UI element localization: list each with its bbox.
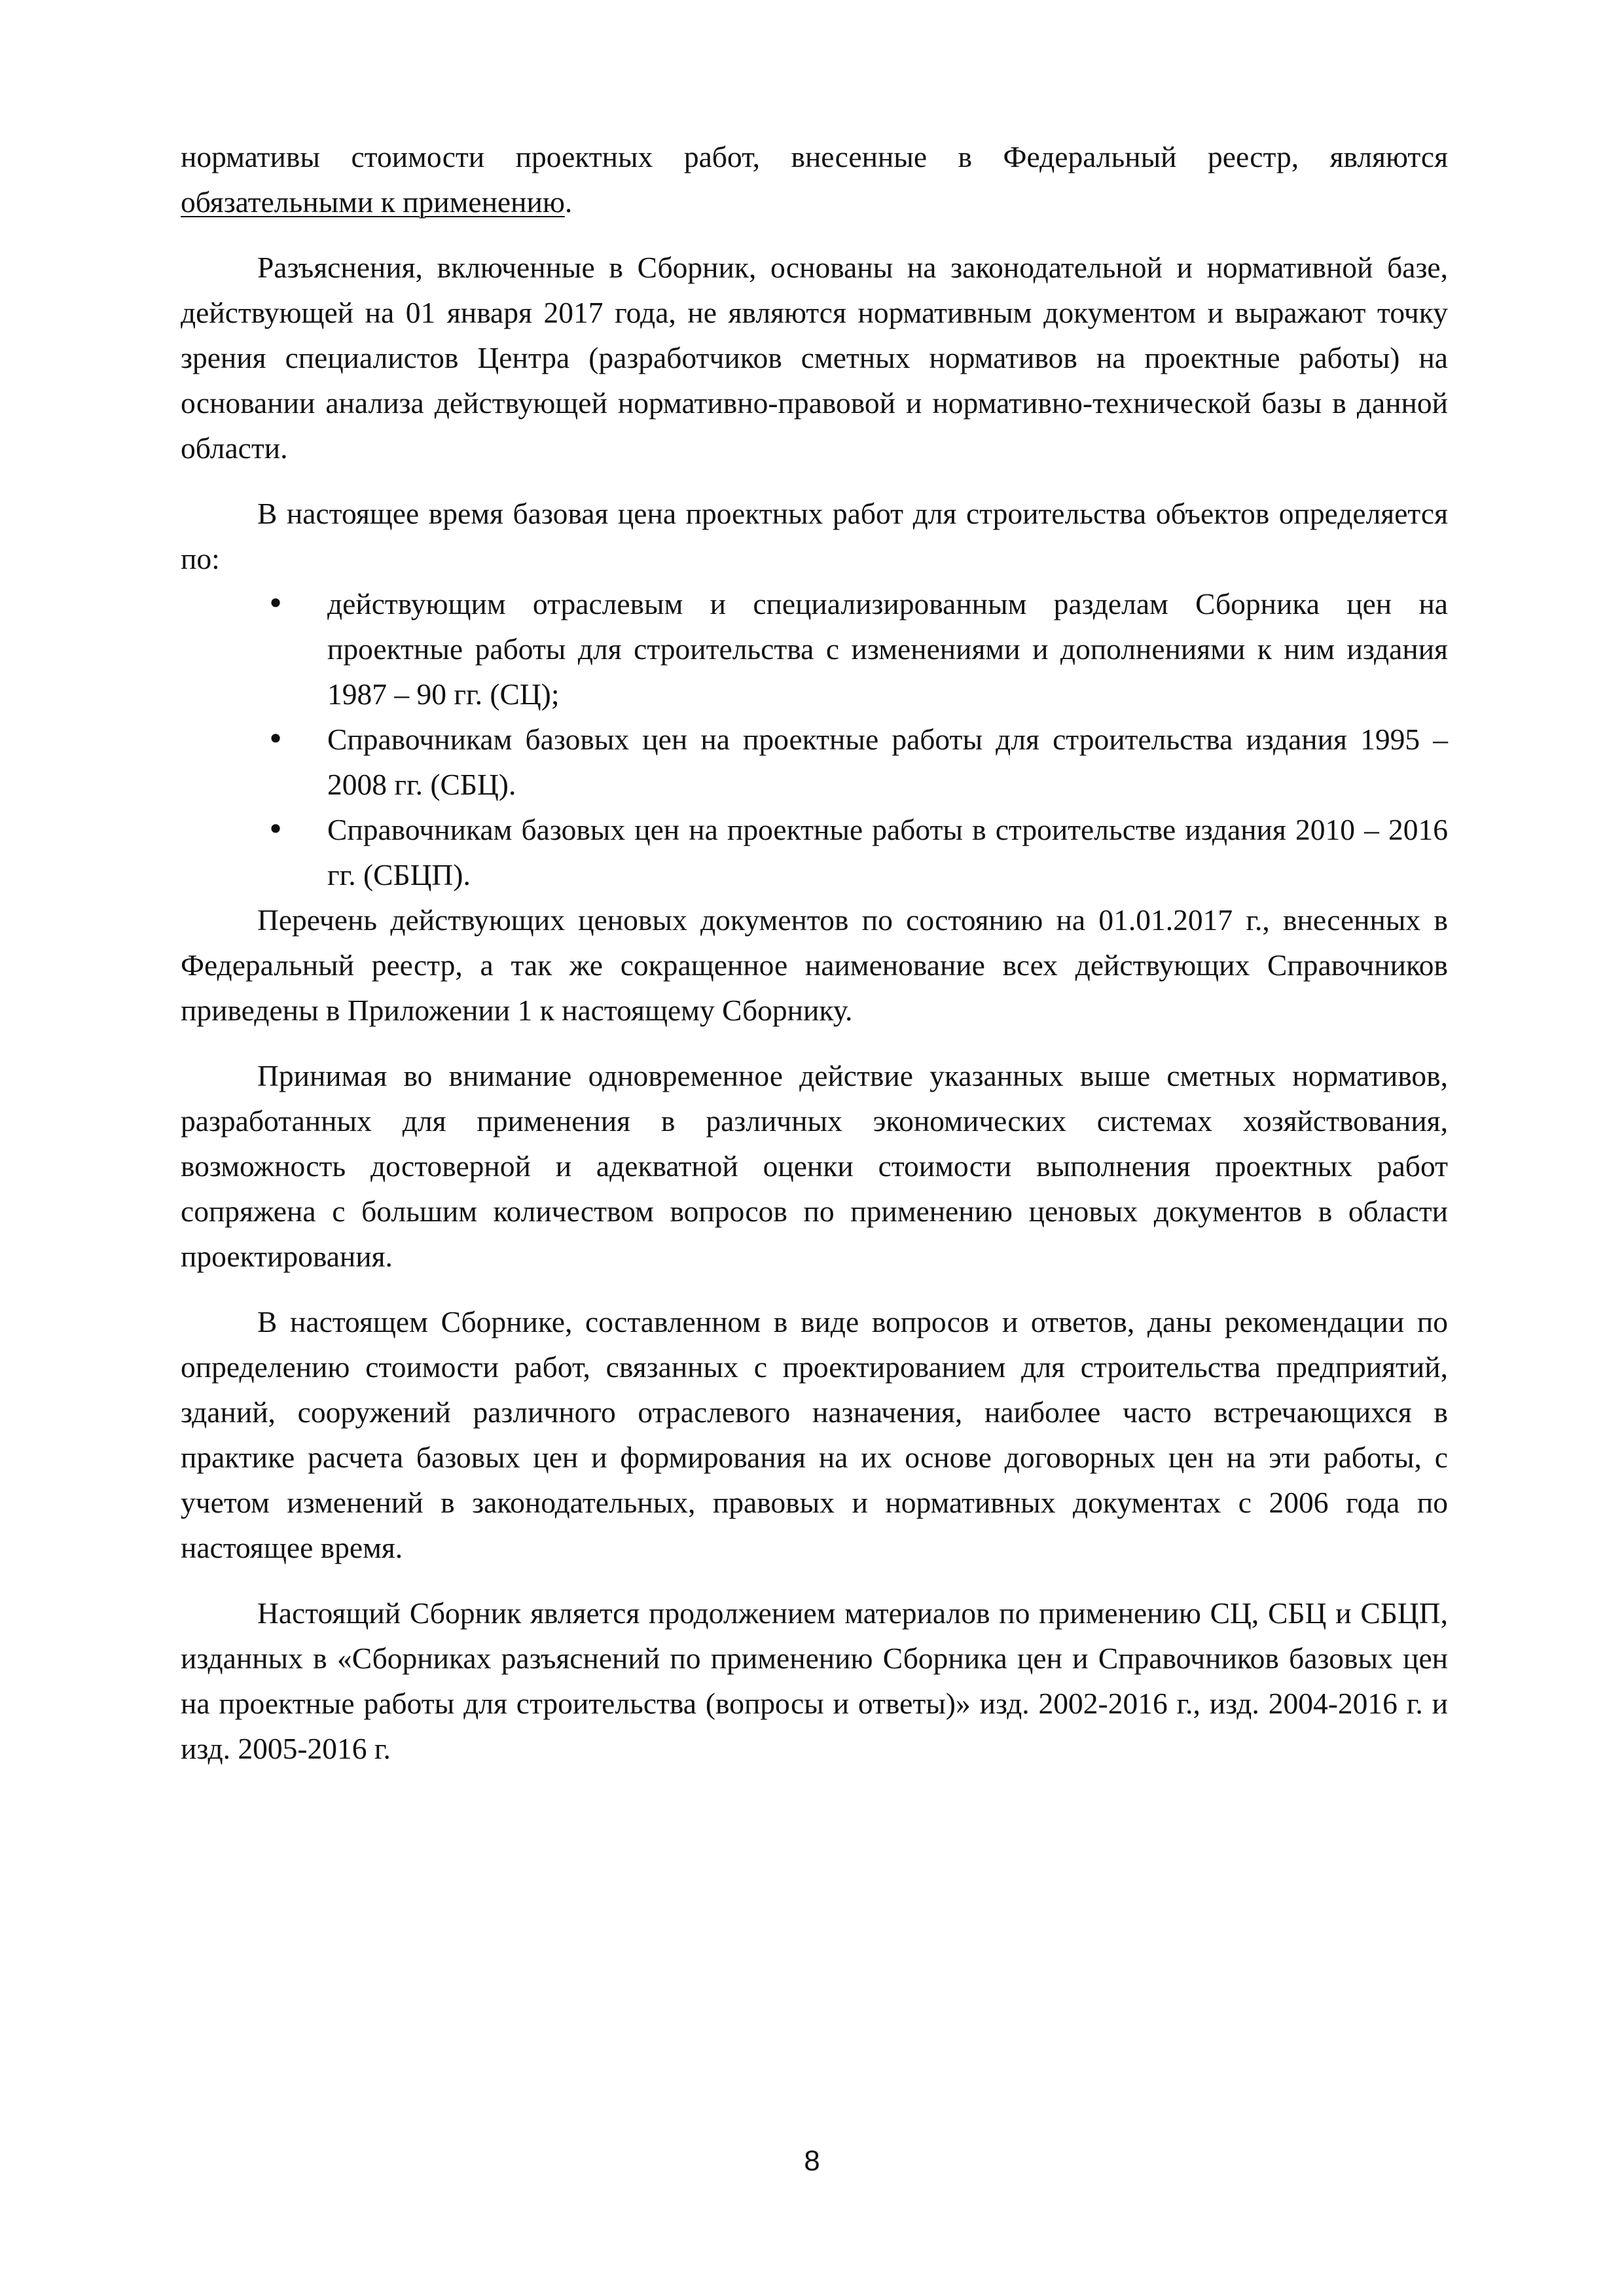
price-documents-list — [181, 581, 1448, 897]
bullet-icon: • — [266, 812, 285, 847]
list-item-text: Справочникам базовых цен на проектные работы для строительства издания 1995 – 2008 гг. (СБЦ). — [327, 723, 1448, 801]
list-item — [266, 717, 1448, 807]
paragraph-7: Настоящий Сборник является продолжением материалов по применению СЦ, СБЦ и СБЦП, изданных в «Сборниках разъяснений по применению Сборника цен и Справочников базовых цен на проектные работы для строительства (вопросы и ответы)» изд. 2002-2016 г., изд. 2004-2016 г. и изд. 2005-2016 г. — [181, 1596, 1448, 1765]
paragraph-6: В настоящем Сборнике, составленном в виде вопросов и ответов, даны рекомендации по определению стоимости работ, связанных с проектированием для строительства предприятий, зданий, сооружений различного отраслевого назначения, наиболее часто встречающихся в практике расчета базовых цен и формирования на их основе договорных цен на эти работы, с учетом изменений в законодательных, правовых и нормативных документах с 2006 года по настоящее время. — [181, 1305, 1448, 1564]
paragraph-1-text: нормативы стоимости проектных работ, внесенные в Федеральный реестр, являются — [181, 140, 1448, 173]
paragraph-1 — [181, 134, 1448, 224]
list-item-text: действующим отраслевым и специализированным разделам Сборника цен на проектные работы для строительства с изменениями и дополнениями к ним издания 1987 – 90 гг. (СЦ); — [327, 587, 1448, 711]
list-item-text: Справочникам базовых цен на проектные работы в строительстве издания 2010 – 2016 гг. (СБЦП). — [327, 813, 1448, 891]
paragraph-3: В настоящее время базовая цена проектных работ для строительства объектов определяется по: — [181, 497, 1448, 575]
paragraph-1-end: . — [564, 185, 573, 219]
document-body — [181, 134, 1448, 1791]
bullet-icon: • — [266, 722, 285, 757]
list-item — [266, 581, 1448, 717]
paragraph-1-underlined: обязательными к применению — [181, 185, 565, 219]
paragraph-4: Перечень действующих ценовых документов по состоянию на 01.01.2017 г., внесенных в Федеральный реестр, а так же сокращенное наименование всех действующих Справочников приведены в Приложении 1 к настоящему Сборнику. — [181, 903, 1448, 1027]
bullet-icon: • — [266, 586, 285, 621]
paragraph-2: Разъяснения, включенные в Сборник, основаны на законодательной и нормативной базе, действующей на 01 января 2017 года, не являются нормативным документом и выражают точку зрения специалистов Центра (разработчиков сметных нормативов на проектные работы) на основании анализа действующей нормативно-правовой и нормативно-технической базы в данной области. — [181, 251, 1448, 465]
paragraph-5: Принимая во внимание одновременное действие указанных выше сметных нормативов, разработанных для применения в различных экономических системах хозяйствования, возможность достоверной и адекватной оценки стоимости выполнения проектных работ сопряжена с большим количеством вопросов по применению ценовых документов в области проектирования. — [181, 1059, 1448, 1273]
page-number: 8 — [804, 2145, 820, 2177]
list-item — [266, 807, 1448, 897]
